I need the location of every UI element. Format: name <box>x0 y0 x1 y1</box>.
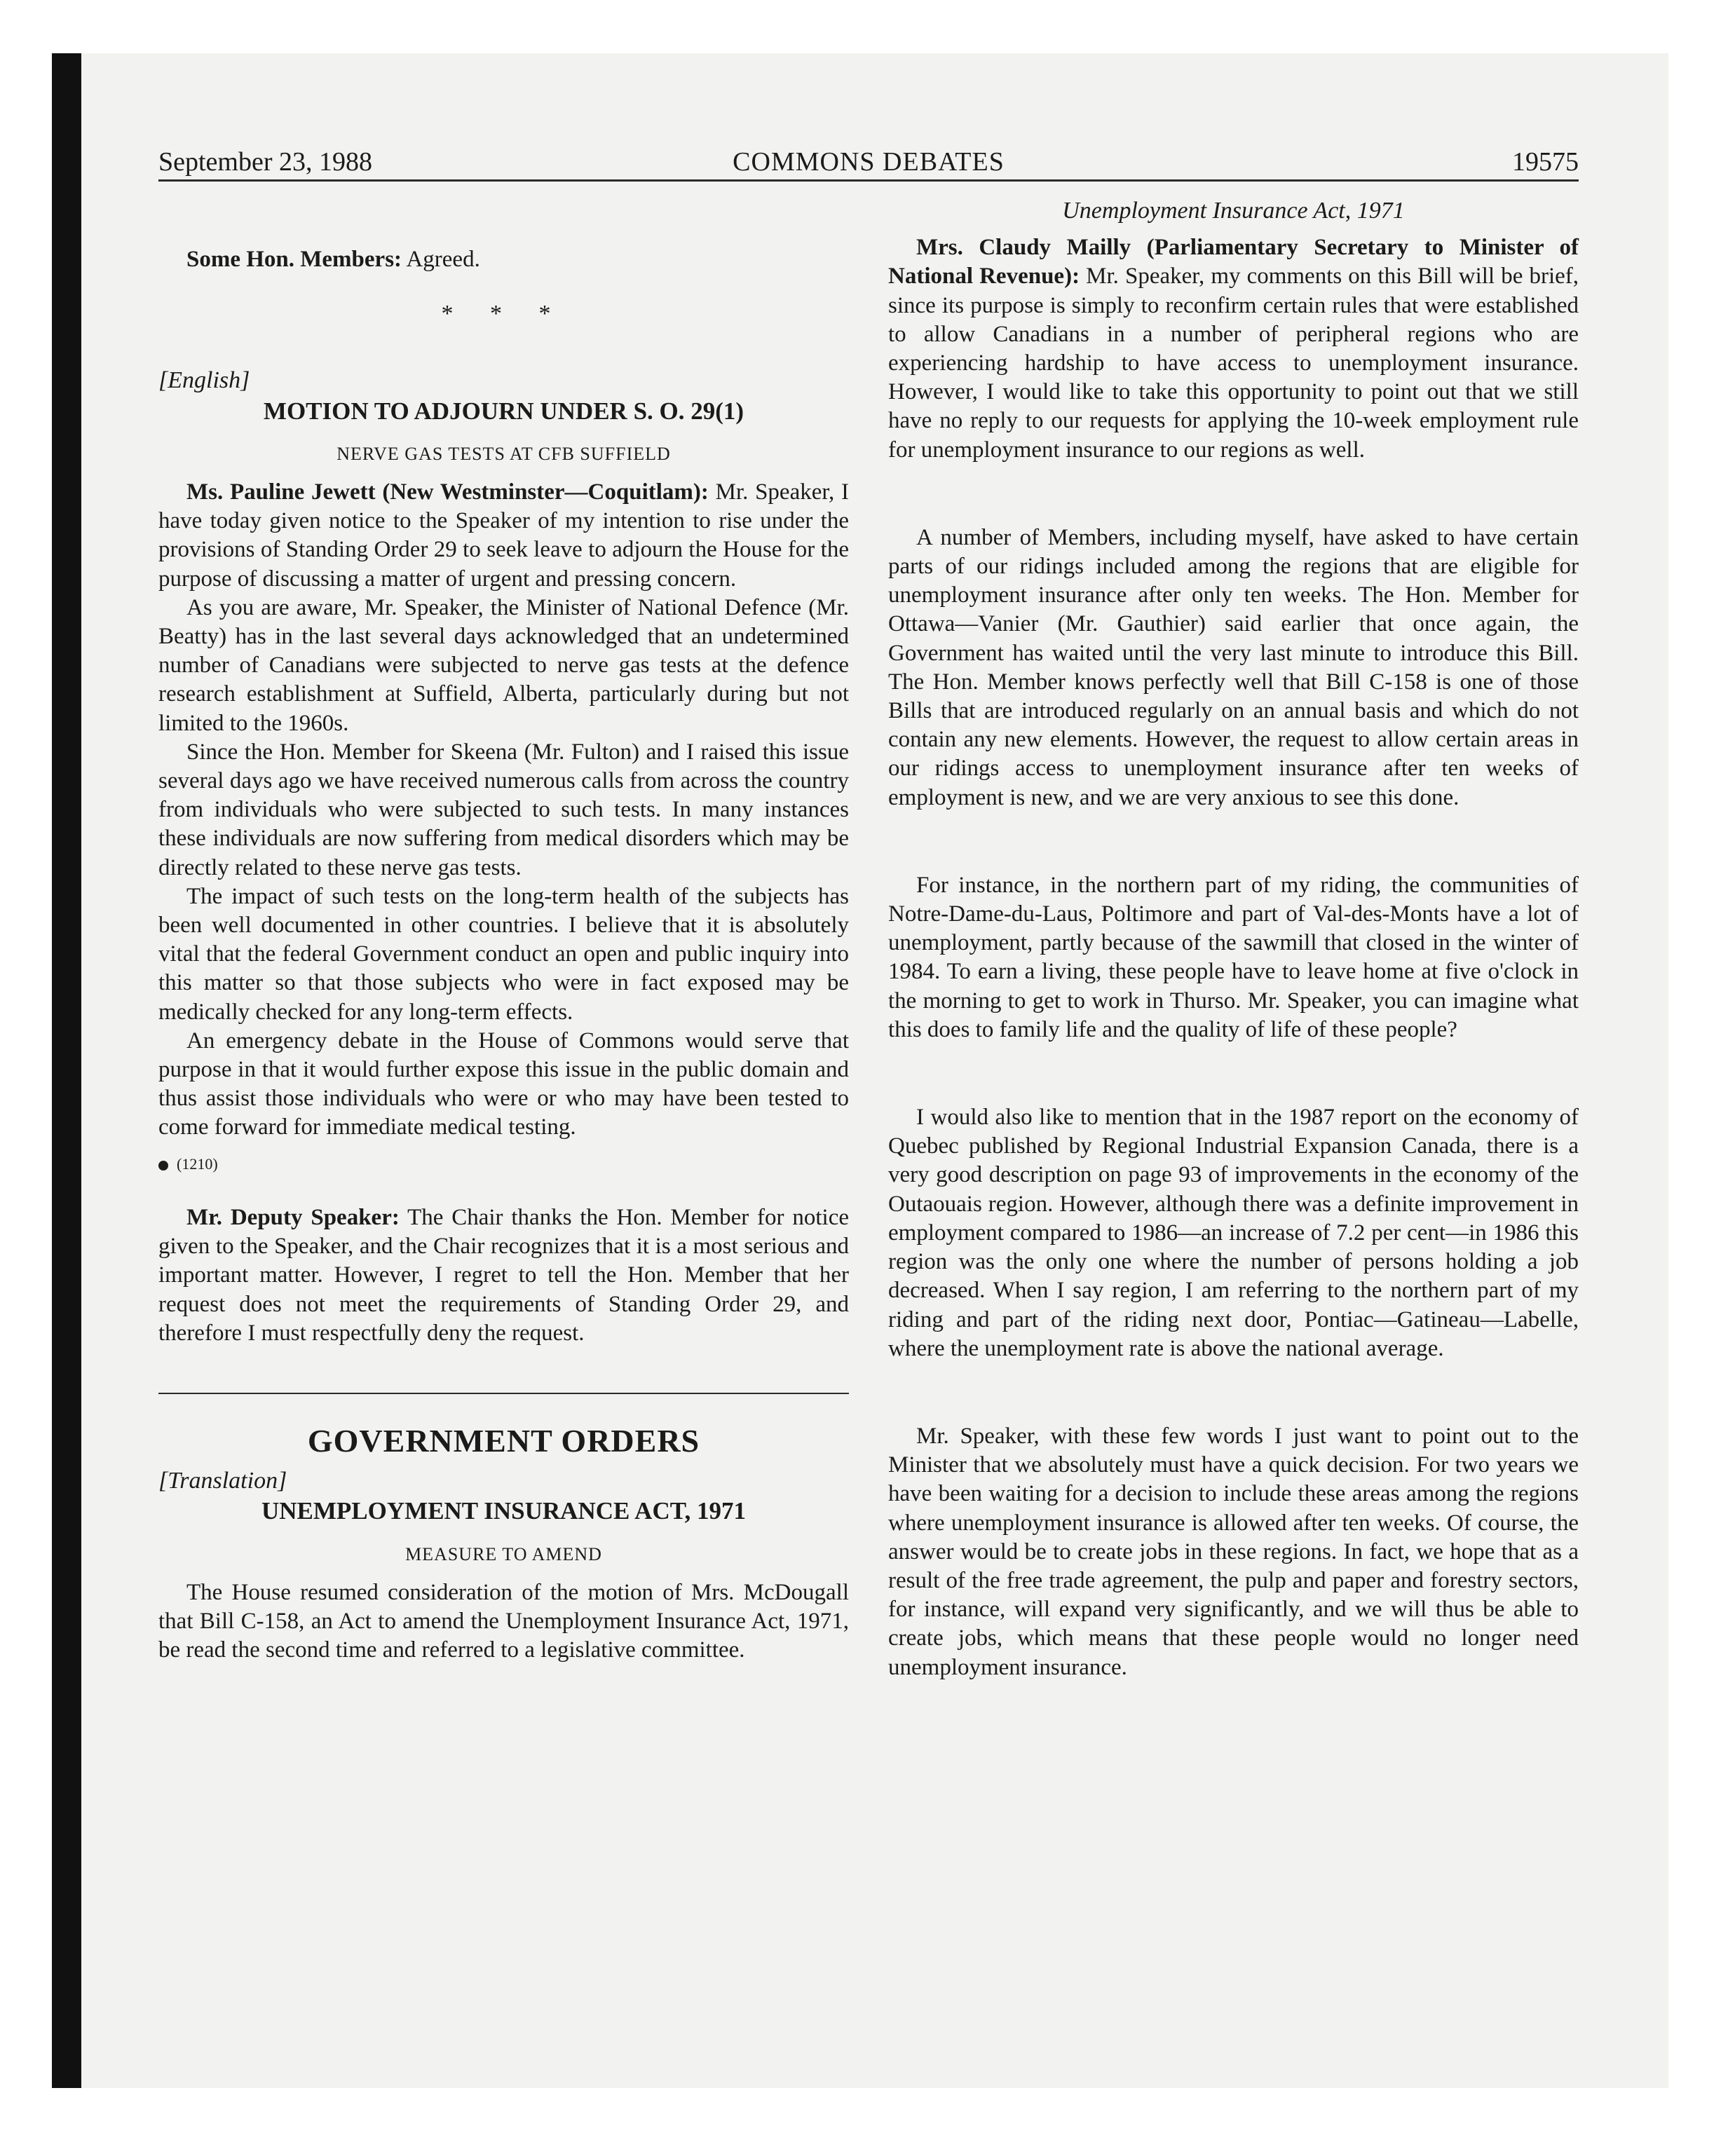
section-divider <box>158 1393 849 1394</box>
speaker-name: Ms. Pauline Jewett (New Westminster—Coquitlam): <box>186 479 709 505</box>
paragraph-gap <box>888 812 1579 871</box>
jewett-paragraph-5: An emergency debate in the House of Commons would serve that purpose in that it would further expose this issue in the public domain and thus assist those individuals who were or who may have been tested to come forward for immediate medical testing. <box>158 1028 849 1140</box>
mailly-paragraph-4: I would also like to mention that in the 1987 report on the economy of Quebec published by Regional Industrial Expansion Canada, there is a very good description on page 93 of improvements in the economy of the Outaouais region. However, although there was a definite improvement in employment compared to 1986—an increase of 7.2 per cent—in 1986 this region was the only one where the number of persons holding a job decreased. When I say region, I am referring to the northern part of my riding and part of the riding next door, Pontiac—Gatineau—Labelle, where the unemployment rate is above the national average. <box>888 1105 1579 1361</box>
bullet-dot-icon <box>158 1161 168 1171</box>
deputy-speaker-paragraph <box>158 1203 849 1348</box>
language-marker: [English] <box>158 367 250 394</box>
paragraph-gap <box>888 1044 1579 1103</box>
section-break-stars: * * * <box>441 301 566 327</box>
speaker-name: Mr. Deputy Speaker: <box>186 1204 400 1230</box>
jewett-paragraph-2: As you are aware, Mr. Speaker, the Minister of National Defence (Mr. Beatty) has in the last several days acknowledged that an undetermined number of Canadians were subjected to nerve gas tests at the defence research establishment at Suffield, Alberta, particularly during but not limited to the 1960s. <box>158 594 849 736</box>
mailly-paragraph-2: A number of Members, including myself, have asked to have certain parts of our ridings included among the regions that are eligible for unemployment insurance after only ten weeks. The Hon. Member for Ottawa—Vanier (Mr. Gauthier) said earlier that once again, the Government has waited until the very last minute to introduce this Bill. The Hon. Member knows perfectly well that Bill C-158 is one of those Bills that are introduced regularly on an annual basis and which do not contain any new elements. However, the request to allow certain areas in our ridings access to unemployment insurance after ten weeks of employment is new, and we are very anxious to see this done. <box>888 524 1579 810</box>
agreed-paragraph <box>158 245 849 274</box>
time-marker <box>158 1149 849 1178</box>
section-title: GOVERNMENT ORDERS <box>307 1422 700 1459</box>
header-date: September 23, 1988 <box>158 147 373 177</box>
speaker-name: Some Hon. Members: <box>186 247 402 272</box>
jewett-paragraph-3: Since the Hon. Member for Skeena (Mr. Fulton) and I raised this issue several days ago we have received numerous calls from across the country from individuals who were subjected to such tests. In many instances these individuals are now suffering from medical disorders which may be directly related to these nerve gas tests. <box>158 739 849 880</box>
header-page-number: 19575 <box>1512 147 1579 177</box>
right-column <box>888 196 1579 1682</box>
paragraph-text: Mr. Speaker, I have today given notice to the Speaker of my intention to rise under the provisions of Standing Order 29 to seek leave to adjourn the House for the purpose of discussing a matter of urgent and pressing concern. <box>158 479 849 592</box>
act-subheading: MEASURE TO AMEND <box>405 1543 602 1564</box>
speaker-name: Mrs. Claudy Mailly (Parliamentary Secretary to Minister of National Revenue): <box>888 235 1579 289</box>
running-head: Unemployment Insurance Act, 1971 <box>1062 198 1405 224</box>
header-journal-title: COMMONS DEBATES <box>733 147 1005 177</box>
mailly-paragraph-1 <box>888 233 1579 465</box>
left-column <box>158 196 849 1665</box>
motion-subheading: NERVE GAS TESTS AT CFB SUFFIELD <box>336 443 671 464</box>
mailly-paragraph-5: Mr. Speaker, with these few words I just want to point out to the Minister that we absolutely must have a quick decision. For two years we have been waiting for a decision to include these areas among the regions where unemployment insurance is allowed after ten weeks. Of course, the answer would be to create jobs in these regions. In fact, we hope that as a result of the free trade agreement, the pulp and paper and forestry sectors, for instance, will expand very significantly, and we will thus be able to create jobs, which means that these people would no longer need unemployment insurance. <box>888 1423 1579 1680</box>
mailly-paragraph-3: For instance, in the northern part of my riding, the communities of Notre-Dame-du-Laus, Poltimore and part of Val-des-Monts have a lot of unemployment, partly because of the sawmill that closed in the winter of 1984. To earn a living, these people have to leave home at five o'clock in the morning to get to work in Thurso. Mr. Speaker, you can imagine what this does to family life and the quality of life of these people? <box>888 872 1579 1042</box>
jewett-paragraph-1 <box>158 478 849 594</box>
act-heading: UNEMPLOYMENT INSURANCE ACT, 1971 <box>261 1497 746 1525</box>
page-header <box>158 144 1579 182</box>
paragraph-text: Agreed. <box>406 247 480 272</box>
resumed-paragraph: The House resumed consideration of the motion of Mrs. McDougall that Bill C-158, an Act to amend the Unemployment Insurance Act, 1971, be read the second time and referred to a legislative committee. <box>158 1579 849 1663</box>
paragraph-text: Mr. Speaker, my comments on this Bill will be brief, since its purpose is simply to reconfirm certain rules that were established to allow Canadians in a number of peripheral regions who are experiencing hardship to have access to unemployment insurance. However, I would like to take this opportunity to point out that we still have no reply to our requests for applying the 10-week employment rule for unemployment insurance to our regions as well. <box>888 264 1579 463</box>
paragraph-text: The Chair thanks the Hon. Member for notice given to the Speaker, and the Chair recognizes that it is a most serious and important matter. However, I regret to tell the Hon. Member that her request does not meet the requirements of Standing Order 29, and therefore I must respectfully deny the request. <box>158 1204 850 1346</box>
language-marker: [Translation] <box>158 1468 287 1494</box>
jewett-paragraph-4: The impact of such tests on the long-term health of the subjects has been well documented in other countries. I believe that it is absolutely vital that the federal Government conduct an open and public inquiry into this matter so that those subjects who were in fact exposed may be medically checked for any long-term effects. <box>158 883 849 1025</box>
paragraph-gap <box>888 1363 1579 1422</box>
paragraph-gap <box>888 465 1579 524</box>
motion-heading: MOTION TO ADJOURN UNDER S. O. 29(1) <box>263 397 744 425</box>
time-marker-text: (1210) <box>177 1154 218 1173</box>
scan-border <box>52 53 81 2088</box>
